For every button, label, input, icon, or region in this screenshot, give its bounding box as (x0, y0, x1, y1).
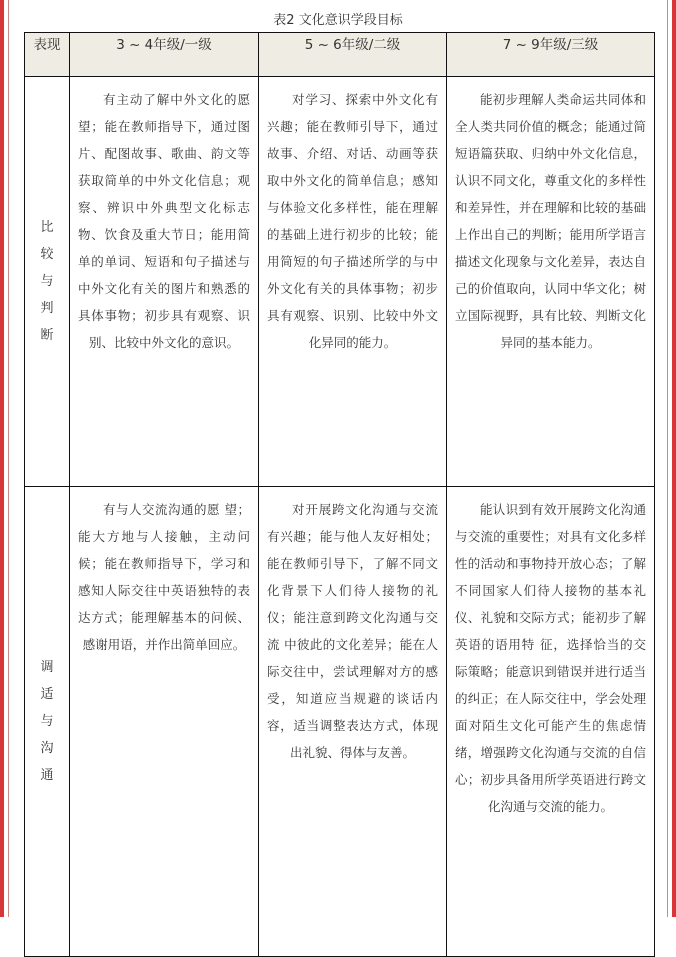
cell-level-3 (447, 487, 655, 957)
row-label-char: 较 (40, 247, 54, 262)
row-label-char: 比 (40, 220, 54, 235)
cell-level-1 (70, 77, 259, 487)
row-label-char: 与 (40, 714, 54, 729)
table-row (25, 77, 655, 487)
page-frame-left-inner (8, 0, 9, 917)
cell-level-1 (70, 487, 259, 957)
cell-text: 对开展跨文化沟通与交流有兴趣；能与他人友好相处；能在教师引导下，了解不同文化背景下人们待人接物的礼仪；能注意到跨文化沟通与交流 中彼此的文化差异；能在人际交往中，尝试理解对方的感受，知道应当规避的谈话内容，适当调整表达方式，体现出礼貌、得体与友善。 (267, 502, 438, 760)
row-label-char: 通 (40, 768, 54, 783)
row-label-char: 沟 (40, 741, 54, 756)
cell-text: 有与人交流沟通的愿 望；能大方地与人接触，主动问候；能在教师指导下，学习和感知人际交往中英语独特的表达方式；能理解基本的问候、感谢用语，并作出简单回应。 (78, 502, 250, 652)
page-frame-left (0, 0, 4, 917)
row-label-char: 断 (40, 328, 54, 343)
page-frame-right (672, 0, 676, 917)
table-caption: 表2 文化意识学段目标 (273, 13, 403, 28)
row-label-char: 判 (40, 301, 54, 316)
header-row (25, 33, 655, 77)
header-performance: 表现 (25, 33, 70, 77)
cell-text: 能初步理解人类命运共同体和全人类共同价值的概念；能通过简短语篇获取、归纳中外文化信息，认识不同文化，尊重文化的多样性和差异性，并在理解和比较的基础上作出自己的判断；能用所学语言描述文化现象与文化差异，表达自己的价值取向，认同中华文化；树立国际视野，具有比较、判断文化异同的基本能力。 (455, 92, 646, 350)
table-row (25, 487, 655, 957)
row-label-char: 与 (40, 274, 54, 289)
header-level-3: 7 ~ 9年级/三级 (447, 33, 655, 77)
row-label-adapt-communicate (25, 487, 70, 957)
cell-text: 能认识到有效开展跨文化沟通与交流的重要性；对具有文化多样性的活动和事物持开放心态；了解不同国家人们待人接物的基本礼仪、礼貌和交际方式；能初步了解英语的语用特 征，选择恰当的交际策略；能意识到错误并进行适当的纠正；在人际交往中，学会处理面对陌生文化可能产生的焦虑情绪，增强跨文化沟通与交流的自信心；初步具备用所学英语进行跨文化沟通与交流的能力。 (455, 502, 646, 814)
row-label-compare-judge (25, 77, 70, 487)
cell-text: 对学习、探索中外文化有兴趣；能在教师引导下，通过故事、介绍、对话、动画等获取中外文化的简单信息；感知与体验文化多样性，能在理解的基础上进行初步的比较；能用简短的句子描述所学的与中外文化有关的具体事物；初步具有观察、识别、比较中外文化异同的能力。 (267, 92, 438, 350)
cell-level-2 (259, 77, 447, 487)
row-label-char: 适 (40, 687, 54, 702)
cell-level-2 (259, 487, 447, 957)
header-level-1: 3 ~ 4年级/一级 (70, 33, 259, 77)
page-frame-right-inner (667, 0, 668, 917)
cell-text: 有主动了解中外文化的愿望；能在教师指导下，通过图片、配图故事、歌曲、韵文等获取简单的中外文化信息；观察、辨识中外典型文化标志物、饮食及重大节日；能用简单的单词、短语和句子描述与中外文化有关的图片和熟悉的具体事物；初步具有观察、识别、比较中外文化的意识。 (78, 92, 250, 350)
header-level-2: 5 ~ 6年级/二级 (259, 33, 447, 77)
row-label-char: 调 (40, 660, 54, 675)
culture-awareness-table (24, 32, 655, 957)
cell-level-3 (447, 77, 655, 487)
